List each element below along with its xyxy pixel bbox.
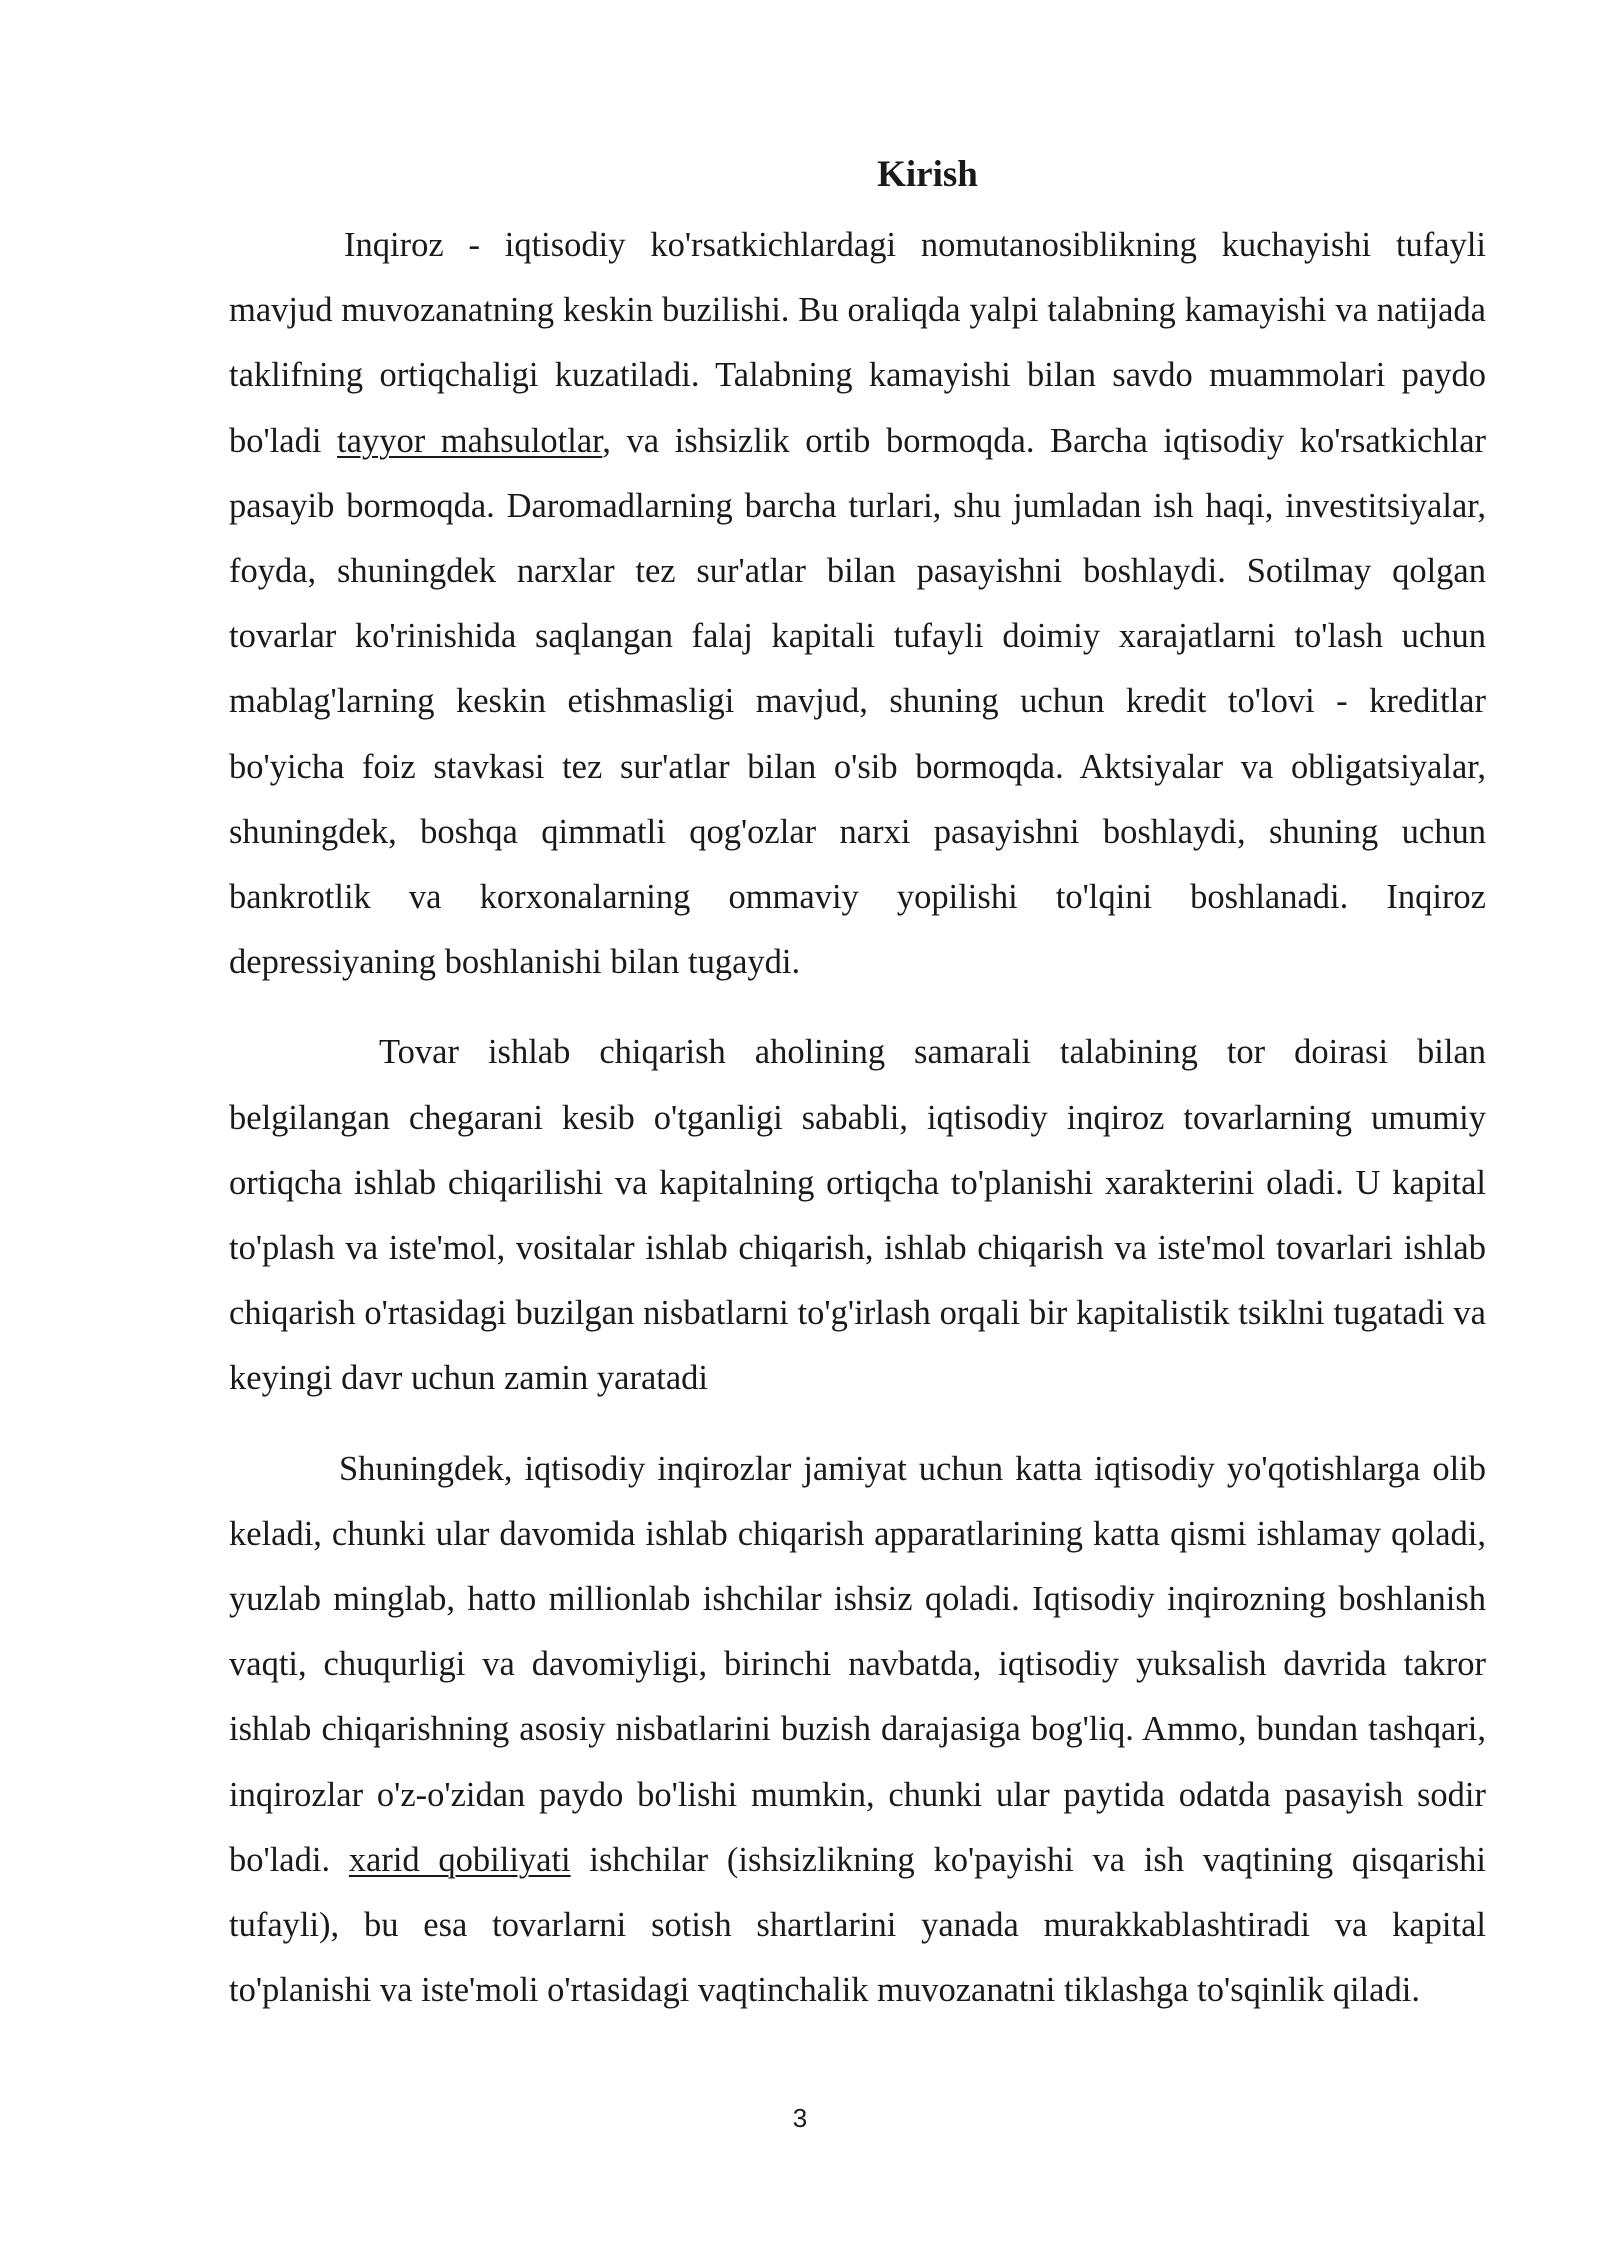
paragraph-3: [229, 1437, 1486, 2024]
paragraph-3-text-end: ishchilar (ishsizlikning ko'payishi va ish vaqtining qisqarishi tufayli), bu esa tovarlarni sotish shartlarini yanada murakkablashtiradi va kapital to'planishi va iste'moli o'rtasidagi vaqtinchalik muvozanatni tiklashga to'sqinlik qiladi.: [229, 1840, 1486, 2010]
paragraph-1-text-end: , va ishsizlik ortib bormoqda. Barcha iqtisodiy ko'rsatkichlar pasayib bormoqda. Daromadlarning barcha turlari, shu jumladan ish haqi, investitsiyalar, foyda, shuningdek narxlar tez sur'atlar bilan pasayishni boshlaydi. Sotilmay qolgan tovarlar ko'rinishida saqlangan falaj kapitali tufayli doimiy xarajatlarni to'lash uchun mablag'larning keskin etishmasligi mavjud, shuning uchun kredit to'lovi - kreditlar bo'yicha foiz stavkasi tez sur'atlar bilan o'sib bormoqda. Aktsiyalar va obligatsiyalar, shuningdek, boshqa qimmatli qog'ozlar narxi pasayishni boshlaydi, shuning uchun bankrotlik va korxonalarning ommaviy yopilishi to'lqini boshlanadi. Inqiroz depressiyaning boshlanishi bilan tugaydi.: [229, 421, 1487, 982]
document-page: [229, 145, 1486, 2023]
page-number: 3: [792, 2103, 808, 2133]
paragraph-2: Tovar ishlab chiqarish aholining samarali talabining tor doirasi bilan belgilangan chegarani kesib o'tganligi sababli, iqtisodiy inqiroz tovarlarning umumiy ortiqcha ishlab chiqarilishi va kapitalning ortiqcha to'planishi xarakterini oladi. U kapital to'plash va iste'mol, vositalar ishlab chiqarish, ishlab chiqarish va iste'mol tovarlari ishlab chiqarish o'rtasidagi buzilgan nisbatlarni to'g'irlash orqali bir kapitalistik tsiklni tugatadi va keyingi davr uchun zamin yaratadi: [229, 1033, 1486, 1398]
paragraph-1-text-start: Inqiroz - iqtisodiy ko'rsatkichlardagi nomutanosiblikning kuchayishi tufayli mavjud muvozanatning keskin buzilishi. Bu oraliqda yalpi talabning kamayishi va natijada taklifning ortiqchaligi kuzatiladi. Talabning kamayishi bilan savdo muammolari paydo bo'ladi: [229, 226, 1486, 460]
link-tayyor-mahsulotlar[interactable]: tayyor mahsulotlar: [337, 421, 603, 460]
page-title: Kirish: [877, 154, 978, 195]
paragraph-3-text-start: Shuningdek, iqtisodiy inqirozlar jamiyat uchun katta iqtisodiy yo'qotishlarga olib keladi, chunki ular davomida ishlab chiqarish apparatlarining katta qismi ishlamay qoladi, yuzlab minglab, hatto millionlab ishchilar ishsiz qoladi. Iqtisodiy inqirozning boshlanish vaqti, chuqurligi va davomiyligi, birinchi navbatda, iqtisodiy yuksalish davrida takror ishlab chiqarishning asosiy nisbatlarini buzish darajasiga bog'liq. Ammo, bundan tashqari, inqirozlar o'z-o'zidan paydo bo'lishi mumkin, chunki ular paytida odatda pasayish sodir bo'ladi.: [229, 1449, 1486, 1879]
paragraph-1: [229, 213, 1486, 995]
link-xarid-qobiliyati[interactable]: xarid qobiliyati: [348, 1840, 571, 1879]
